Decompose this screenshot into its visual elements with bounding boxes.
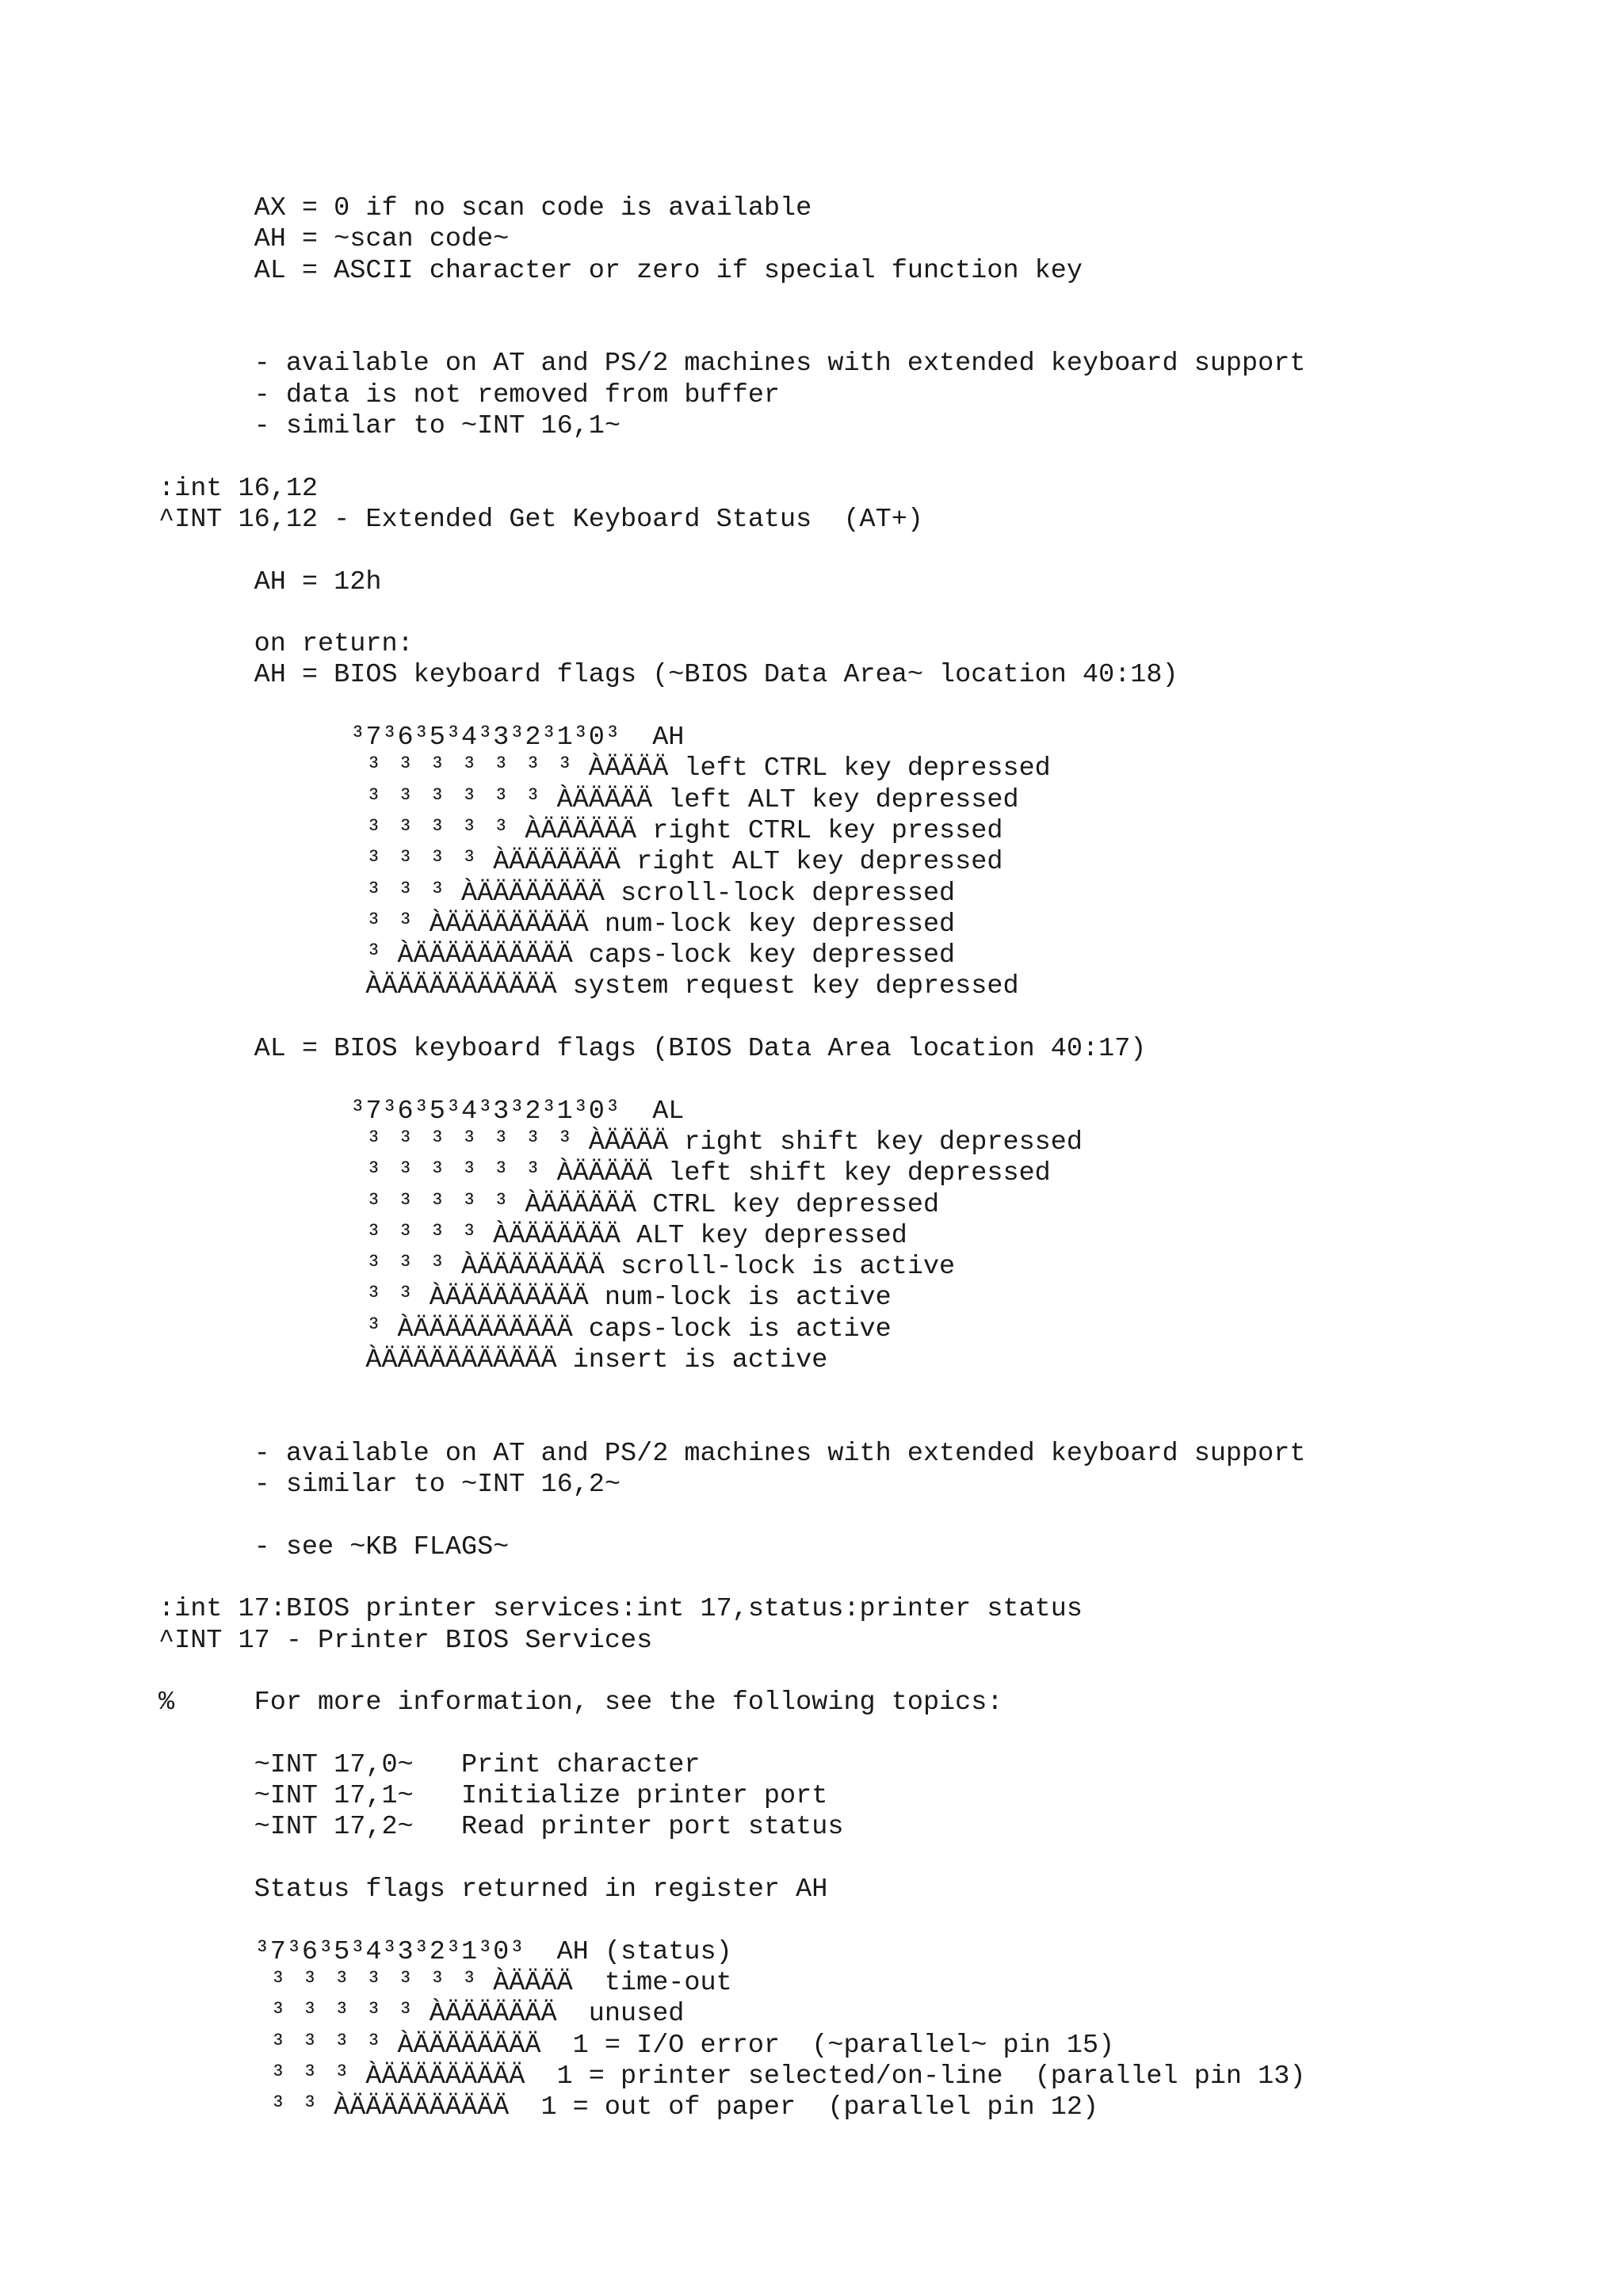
text-line: AL = ASCII character or zero if special function key [158, 255, 1083, 286]
section-tag: :int 16,12 [158, 473, 319, 504]
text-line: - data is not removed from buffer [158, 379, 781, 410]
text-line [158, 1563, 1601, 1594]
text-line [158, 1905, 1601, 1936]
text-line: - similar to ~INT 16,2~ [158, 1470, 621, 1501]
text-line [158, 1065, 1601, 1096]
topic-link-line: ~INT 17,1~ Initialize printer port [158, 1781, 828, 1812]
text-line: Status flags returned in register AH [158, 1875, 828, 1905]
text-line: on return: [158, 629, 414, 660]
text-line [158, 318, 1601, 349]
bit-diagram-row: ³ ÀÄÄÄÄÄÄÄÄÄÄ caps-lock is active [158, 1314, 892, 1344]
text-line: - available on AT and PS/2 machines with extended keyboard support [158, 349, 1306, 379]
text-line: AH = 12h [158, 566, 382, 597]
bit-diagram-row: ³ ³ ³ ³ ³ ³ ³ ÀÄÄÄÄ left CTRL key depressed [158, 753, 1051, 784]
bit-diagram-row: ³ ³ ³ ³ ÀÄÄÄÄÄÄÄÄ 1 = I/O error (~parallel~ pin 15) [158, 2030, 1115, 2061]
text-line: AH = BIOS keyboard flags (~BIOS Data Area~ location 40:18) [158, 660, 1178, 691]
section-tag: :int 17:BIOS printer services:int 17,status:printer status [158, 1594, 1083, 1625]
topic-link-line: ~INT 17,2~ Read printer port status [158, 1812, 844, 1843]
bit-diagram-row: ³ ³ ³ ³ ÀÄÄÄÄÄÄÄ ALT key depressed [158, 1220, 907, 1251]
topic-link-line: ~INT 17,0~ Print character [158, 1749, 701, 1780]
bit-diagram-row: ³ ³ ÀÄÄÄÄÄÄÄÄÄÄ 1 = out of paper (parallel pin 12) [158, 2092, 1099, 2123]
text-line: AX = 0 if no scan code is available [158, 193, 812, 223]
text-line: - see ~KB FLAGS~ [158, 1531, 510, 1562]
text-line: AH = ~scan code~ [158, 224, 510, 255]
bit-diagram-row: ³ ³ ³ ³ ³ ³ ÀÄÄÄÄÄ left shift key depressed [158, 1158, 1051, 1189]
text-line: % For more information, see the following topics: [158, 1688, 1003, 1718]
text-line [158, 287, 1601, 318]
text-line [158, 1501, 1601, 1531]
text-line [158, 536, 1601, 566]
bit-diagram-row: ³ ³ ³ ³ ³ ³ ³ ÀÄÄÄÄ right shift key depressed [158, 1127, 1083, 1158]
text-line [158, 1719, 1601, 1750]
text-line [158, 692, 1601, 723]
text-line [158, 1657, 1601, 1688]
text-line [158, 1844, 1601, 1875]
bit-diagram-row: ³ ³ ³ ³ ³ ÀÄÄÄÄÄÄÄ unused [158, 1999, 685, 2030]
bit-diagram-row: ³ ÀÄÄÄÄÄÄÄÄÄÄ caps-lock key depressed [158, 940, 956, 971]
section-heading: ^INT 16,12 - Extended Get Keyboard Status (AT+) [158, 504, 923, 535]
bit-diagram-header: ³7³6³5³4³3³2³1³0³ AH [158, 723, 685, 753]
section-heading: ^INT 17 - Printer BIOS Services [158, 1625, 653, 1656]
bit-diagram-row: ³ ³ ³ ÀÄÄÄÄÄÄÄÄÄ 1 = printer selected/on-line (parallel pin 13) [158, 2061, 1306, 2092]
document-text [158, 193, 1601, 2123]
text-line [158, 442, 1601, 473]
bit-diagram-row: ³ ³ ³ ³ ³ ³ ³ ÀÄÄÄÄ time-out [158, 1967, 732, 1998]
bit-diagram-row: ³ ³ ³ ³ ³ ÀÄÄÄÄÄÄ CTRL key depressed [158, 1189, 940, 1220]
text-line [158, 1003, 1601, 1034]
bit-diagram-row: ³ ³ ³ ³ ³ ³ ÀÄÄÄÄÄ left ALT key depressed [158, 784, 1019, 815]
bit-diagram-row: ÀÄÄÄÄÄÄÄÄÄÄÄ insert is active [158, 1344, 828, 1375]
bit-diagram-row: ³ ³ ³ ÀÄÄÄÄÄÄÄÄ scroll-lock is active [158, 1252, 956, 1283]
text-line [158, 1376, 1601, 1407]
bit-diagram-row: ³ ³ ÀÄÄÄÄÄÄÄÄÄ num-lock is active [158, 1283, 892, 1314]
bit-diagram-row: ÀÄÄÄÄÄÄÄÄÄÄÄ system request key depressed [158, 971, 1019, 1002]
bit-diagram-row: ³ ³ ÀÄÄÄÄÄÄÄÄÄ num-lock key depressed [158, 909, 956, 940]
bit-diagram-row: ³ ³ ³ ³ ³ ÀÄÄÄÄÄÄ right CTRL key pressed [158, 815, 1003, 846]
text-line: AL = BIOS keyboard flags (BIOS Data Area location 40:17) [158, 1034, 1147, 1065]
bit-diagram-row: ³ ³ ³ ÀÄÄÄÄÄÄÄÄ scroll-lock depressed [158, 878, 956, 909]
text-line [158, 1408, 1601, 1439]
text-line: - available on AT and PS/2 machines with extended keyboard support [158, 1438, 1306, 1469]
bit-diagram-header: ³7³6³5³4³3³2³1³0³ AL [158, 1096, 685, 1127]
text-line: - similar to ~INT 16,1~ [158, 411, 621, 442]
text-line [158, 598, 1601, 629]
bit-diagram-header: ³7³6³5³4³3³2³1³0³ AH (status) [158, 1936, 732, 1967]
bit-diagram-row: ³ ³ ³ ³ ÀÄÄÄÄÄÄÄ right ALT key depressed [158, 847, 1003, 878]
